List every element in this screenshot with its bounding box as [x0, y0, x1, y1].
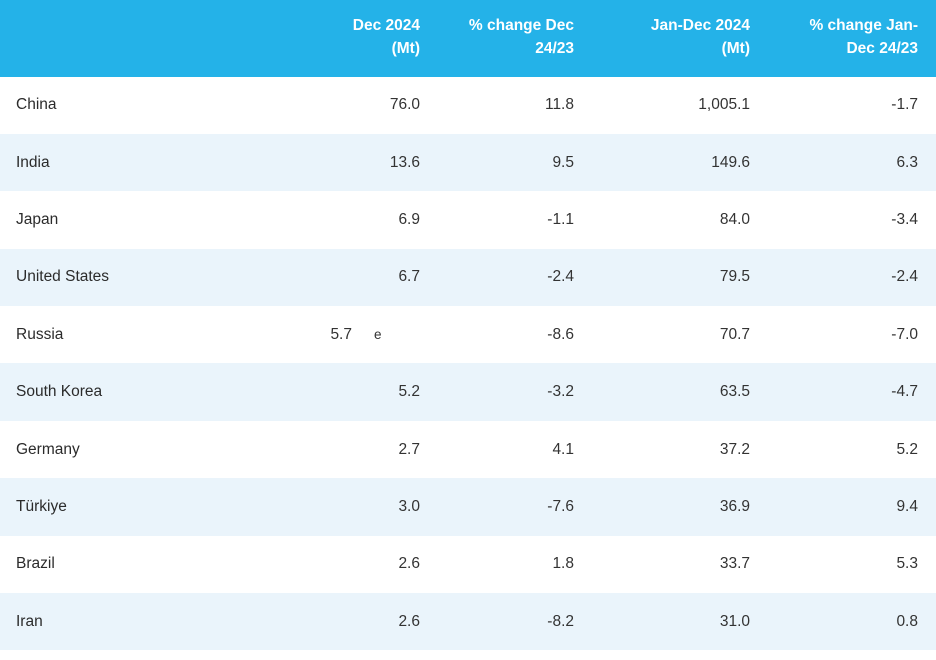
- cell-dec-2024: [284, 191, 438, 248]
- column-header-pct-change-jan-dec-line1: % change Jan-: [809, 17, 918, 34]
- column-header-jan-dec-2024: [592, 0, 768, 77]
- table-header: [0, 0, 936, 77]
- cell-country: United States: [0, 249, 284, 306]
- cell-country: China: [0, 77, 284, 134]
- table-row: [0, 478, 936, 535]
- table-row: [0, 134, 936, 191]
- table-row: [0, 421, 936, 478]
- cell-dec-2024: [284, 363, 438, 420]
- cell-jan-dec-2024: 63.5: [592, 363, 768, 420]
- cell-dec-2024-value: 5.2: [398, 383, 420, 401]
- cell-dec-2024: [284, 77, 438, 134]
- cell-country: Russia: [0, 306, 284, 363]
- cell-pct-change-dec: 9.5: [438, 134, 592, 191]
- column-header-dec-2024-line2: (Mt): [391, 40, 420, 58]
- cell-dec-2024: [284, 249, 438, 306]
- cell-dec-2024-value: 6.7: [398, 268, 420, 286]
- cell-dec-2024: [284, 593, 438, 650]
- column-header-pct-change-jan-dec-line2: Dec 24/23: [846, 40, 918, 58]
- cell-pct-change-jan-dec: -1.7: [768, 77, 936, 134]
- cell-country: Türkiye: [0, 478, 284, 535]
- cell-country: South Korea: [0, 363, 284, 420]
- cell-pct-change-jan-dec: 9.4: [768, 478, 936, 535]
- cell-pct-change-jan-dec: 5.3: [768, 536, 936, 593]
- table-row: [0, 536, 936, 593]
- cell-pct-change-dec: -2.4: [438, 249, 592, 306]
- column-header-pct-change-dec-line1: % change Dec: [468, 17, 574, 34]
- cell-pct-change-dec: -7.6: [438, 478, 592, 535]
- cell-dec-2024-value: 6.9: [398, 210, 420, 228]
- cell-jan-dec-2024: 1,005.1: [592, 77, 768, 134]
- cell-pct-change-jan-dec: 0.8: [768, 593, 936, 650]
- table-header-row: [0, 0, 936, 77]
- cell-dec-2024: [284, 134, 438, 191]
- estimate-marker: e: [374, 326, 382, 342]
- cell-jan-dec-2024: 37.2: [592, 421, 768, 478]
- cell-pct-change-dec: -3.2: [438, 363, 592, 420]
- cell-jan-dec-2024: 149.6: [592, 134, 768, 191]
- table-body: [0, 77, 936, 651]
- table-row: [0, 249, 936, 306]
- cell-jan-dec-2024: 70.7: [592, 306, 768, 363]
- column-header-country: [0, 0, 284, 77]
- column-header-jan-dec-2024-line2: (Mt): [721, 40, 750, 58]
- cell-pct-change-dec: -8.6: [438, 306, 592, 363]
- cell-pct-change-jan-dec: 5.2: [768, 421, 936, 478]
- cell-country: India: [0, 134, 284, 191]
- cell-dec-2024-value: 2.6: [398, 555, 420, 573]
- cell-dec-2024-value: 2.6: [398, 612, 420, 630]
- cell-dec-2024: [284, 536, 438, 593]
- table-row: [0, 306, 936, 363]
- column-header-dec-2024: [284, 0, 438, 77]
- column-header-pct-change-dec: [438, 0, 592, 77]
- cell-dec-2024-value: 76.0: [389, 96, 420, 114]
- column-header-pct-change-jan-dec: [768, 0, 936, 77]
- table-row: [0, 363, 936, 420]
- cell-pct-change-jan-dec: -3.4: [768, 191, 936, 248]
- cell-dec-2024-value: 2.7: [398, 440, 420, 458]
- cell-jan-dec-2024: 33.7: [592, 536, 768, 593]
- cell-jan-dec-2024: 79.5: [592, 249, 768, 306]
- cell-dec-2024-value: 3.0: [398, 497, 420, 515]
- table-row: [0, 593, 936, 650]
- cell-jan-dec-2024: 31.0: [592, 593, 768, 650]
- table-row: [0, 77, 936, 134]
- cell-pct-change-dec: -1.1: [438, 191, 592, 248]
- column-header-pct-change-dec-line2: 24/23: [535, 40, 574, 58]
- cell-country: Iran: [0, 593, 284, 650]
- cell-pct-change-jan-dec: -2.4: [768, 249, 936, 306]
- cell-dec-2024: [284, 478, 438, 535]
- cell-country: Germany: [0, 421, 284, 478]
- table-row: [0, 191, 936, 248]
- cell-pct-change-jan-dec: -4.7: [768, 363, 936, 420]
- cell-jan-dec-2024: 84.0: [592, 191, 768, 248]
- cell-pct-change-dec: -8.2: [438, 593, 592, 650]
- cell-country: Japan: [0, 191, 284, 248]
- cell-country: Brazil: [0, 536, 284, 593]
- cell-dec-2024-value: 13.6: [389, 153, 420, 171]
- cell-pct-change-jan-dec: 6.3: [768, 134, 936, 191]
- cell-dec-2024: [284, 421, 438, 478]
- cell-pct-change-dec: 4.1: [438, 421, 592, 478]
- column-header-jan-dec-2024-line1: Jan-Dec 2024: [650, 17, 750, 34]
- cell-dec-2024: [284, 306, 438, 363]
- column-header-dec-2024-line1: Dec 2024: [352, 17, 420, 34]
- cell-pct-change-jan-dec: -7.0: [768, 306, 936, 363]
- cell-dec-2024-value: 5.7: [330, 325, 352, 343]
- cell-jan-dec-2024: 36.9: [592, 478, 768, 535]
- cell-pct-change-dec: 11.8: [438, 77, 592, 134]
- cell-pct-change-dec: 1.8: [438, 536, 592, 593]
